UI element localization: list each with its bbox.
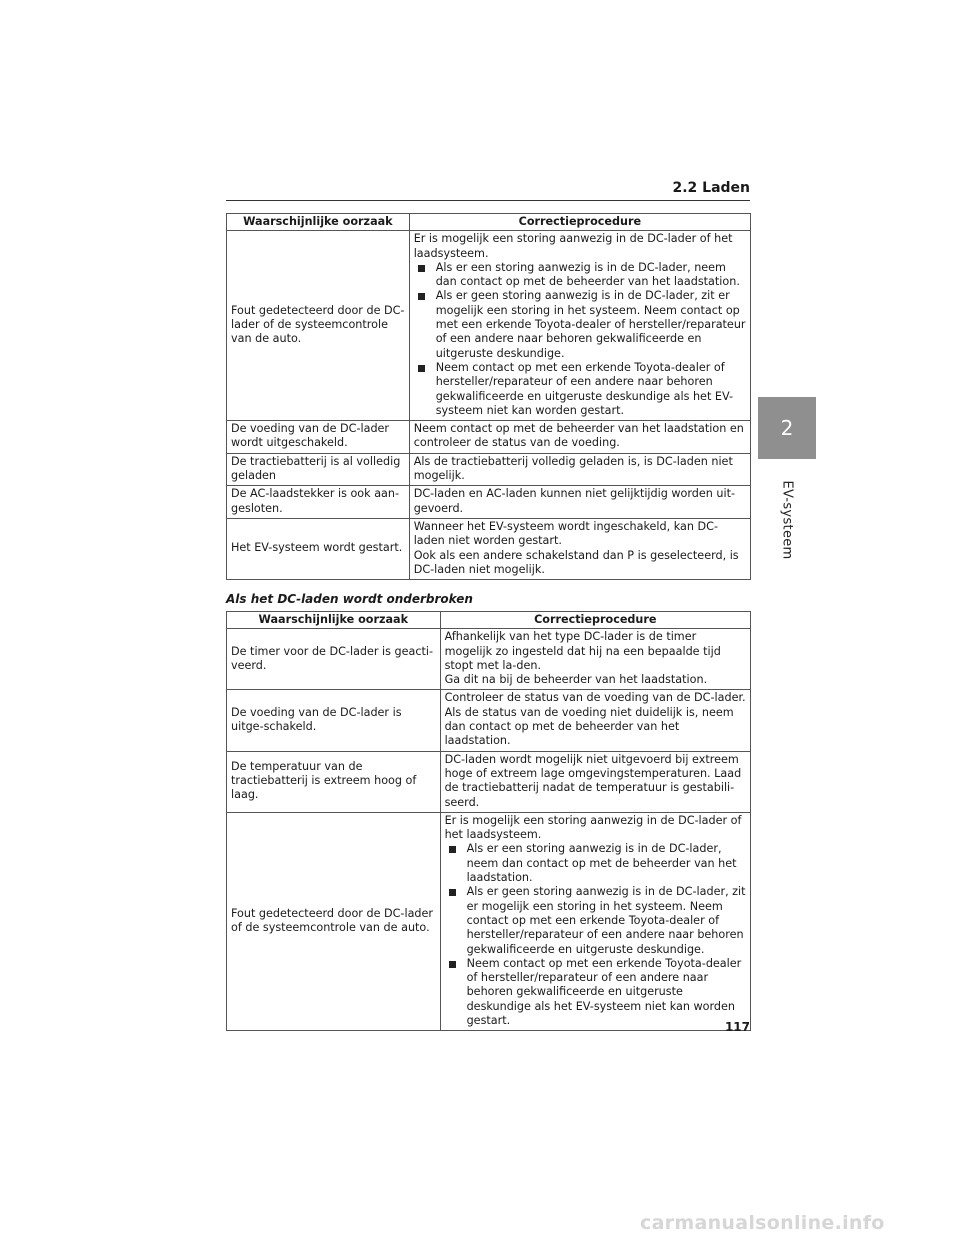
cause-cell: De AC-laadstekker is ook aan-gesloten. bbox=[227, 486, 410, 519]
column-header-cause: Waarschijnlijke oorzaak bbox=[227, 612, 441, 629]
procedure-cell: Neem contact op met de beheerder van het laadstation en controleer de status van de voeding. bbox=[409, 421, 750, 454]
bullet-item: Neem contact op met een erkende Toyota-dealer of hersteller/reparateur of een andere naar behoren gekwalificeerde en uitgeruste deskundige als het EV-systeem niet kan worden gestart. bbox=[414, 361, 746, 418]
section-header bbox=[226, 178, 750, 201]
chapter-number: 2 bbox=[780, 416, 794, 440]
cause-cell: De voeding van de DC-lader wordt uitgeschakeld. bbox=[227, 421, 410, 454]
procedure-cell bbox=[440, 812, 750, 1030]
cause-cell: De temperatuur van de tractiebatterij is extreem hoog of laag. bbox=[227, 751, 441, 812]
procedure-text: Afhankelijk van het type DC-lader is de timer mogelijk zo ingesteld dat hij na een bepaalde tijd stopt met la-den. bbox=[444, 630, 721, 672]
table-header-row bbox=[227, 214, 751, 231]
page-number: 117 bbox=[724, 1020, 750, 1034]
cause-cell: Het EV-systeem wordt gestart. bbox=[227, 518, 410, 579]
procedure-cell: Als de tractiebatterij volledig geladen is, is DC-laden niet mogelijk. bbox=[409, 453, 750, 486]
bullet-item: Als er geen storing aanwezig is in de DC-lader, zit er mogelijk een storing in het systeem. Neem contact op met een erkende Toyota-dealer of hersteller/reparateur of een andere naar behoren gekwalificeerde en uitgeruste deskundige. bbox=[445, 885, 746, 956]
column-header-cause: Waarschijnlijke oorzaak bbox=[227, 214, 410, 231]
bullet-item: Als er een storing aanwezig is in de DC-lader, neem dan contact op met de beheerder van het laadstation. bbox=[414, 261, 746, 290]
cause-cell: Fout gedetecteerd door de DC-lader of de systeemcontrole van de auto. bbox=[227, 231, 410, 421]
procedure-text: Ga dit na bij de beheerder van het laadstation. bbox=[444, 673, 708, 687]
procedure-cell: DC-laden en AC-laden kunnen niet gelijktijdig worden uit-gevoerd. bbox=[409, 486, 750, 519]
procedure-cell bbox=[409, 231, 750, 421]
table-row bbox=[227, 453, 751, 486]
column-header-procedure: Correctieprocedure bbox=[409, 214, 750, 231]
procedure-intro: Er is mogelijk een storing aanwezig in de DC-lader of het laadsysteem. bbox=[444, 813, 742, 842]
table-row bbox=[227, 629, 751, 690]
procedure-cell: Controleer de status van de voeding van de DC-lader. Als de status van de voeding niet duidelijk is, neem dan contact op met de beheerder van het laadstation. bbox=[440, 690, 750, 751]
procedure-cell: DC-laden wordt mogelijk niet uitgevoerd bij extreem hoge of extreem lage omgevingstemperaturen. Laad de tractiebatterij nadat de temperatuur is gestabili-seerd. bbox=[440, 751, 750, 812]
table-row bbox=[227, 421, 751, 454]
bullet-item: Als er geen storing aanwezig is in de DC-lader, zit er mogelijk een storing in het systeem. Neem contact op met een erkende Toyota-dealer of hersteller/reparateur of een andere naar behoren gekwalificeerde en uitgeruste deskundige. bbox=[414, 289, 746, 360]
cause-cell: De tractiebatterij is al volledig geladen bbox=[227, 453, 410, 486]
watermark: carmanualsonline.info bbox=[640, 1212, 885, 1234]
chapter-label-box bbox=[758, 465, 816, 575]
bullet-item: Neem contact op met een erkende Toyota-dealer of hersteller/reparateur of een andere naar behoren gekwalificeerde en uitgeruste deskundige als het EV-systeem niet kan worden gestart. bbox=[445, 957, 746, 1028]
chapter-label: EV-systeem bbox=[779, 480, 795, 560]
table-row bbox=[227, 486, 751, 519]
cause-cell: De voeding van de DC-lader is uitge-schakeld. bbox=[227, 690, 441, 751]
chapter-tab bbox=[758, 397, 816, 459]
procedure-intro: Er is mogelijk een storing aanwezig in de DC-lader of het laadsysteem. bbox=[413, 232, 733, 260]
charging-fault-table bbox=[226, 213, 751, 580]
procedure-cell bbox=[440, 629, 750, 690]
table-row bbox=[227, 751, 751, 812]
procedure-text: Wanneer het EV-systeem wordt ingeschakeld, kan DC-laden niet worden gestart. bbox=[413, 519, 718, 548]
table-row bbox=[227, 690, 751, 751]
table-header-row bbox=[227, 612, 751, 629]
cause-cell: Fout gedetecteerd door de DC-lader of de systeemcontrole van de auto. bbox=[227, 812, 441, 1030]
procedure-text: Ook als een andere schakelstand dan P is geselecteerd, is DC-laden niet mogelijk. bbox=[413, 548, 739, 576]
subheading: Als het DC-laden wordt onderbroken bbox=[226, 592, 473, 606]
bullet-item: Als er een storing aanwezig is in de DC-lader, neem dan contact op met de beheerder van het laadstation. bbox=[445, 842, 746, 885]
procedure-cell bbox=[409, 518, 750, 579]
table-row bbox=[227, 231, 751, 421]
table-row bbox=[227, 812, 751, 1030]
column-header-procedure: Correctieprocedure bbox=[440, 612, 750, 629]
section-title: 2.2 Laden bbox=[672, 180, 750, 196]
cause-cell: De timer voor de DC-lader is geacti-veerd. bbox=[227, 629, 441, 690]
table-row bbox=[227, 518, 751, 579]
interruption-table bbox=[226, 611, 751, 1031]
